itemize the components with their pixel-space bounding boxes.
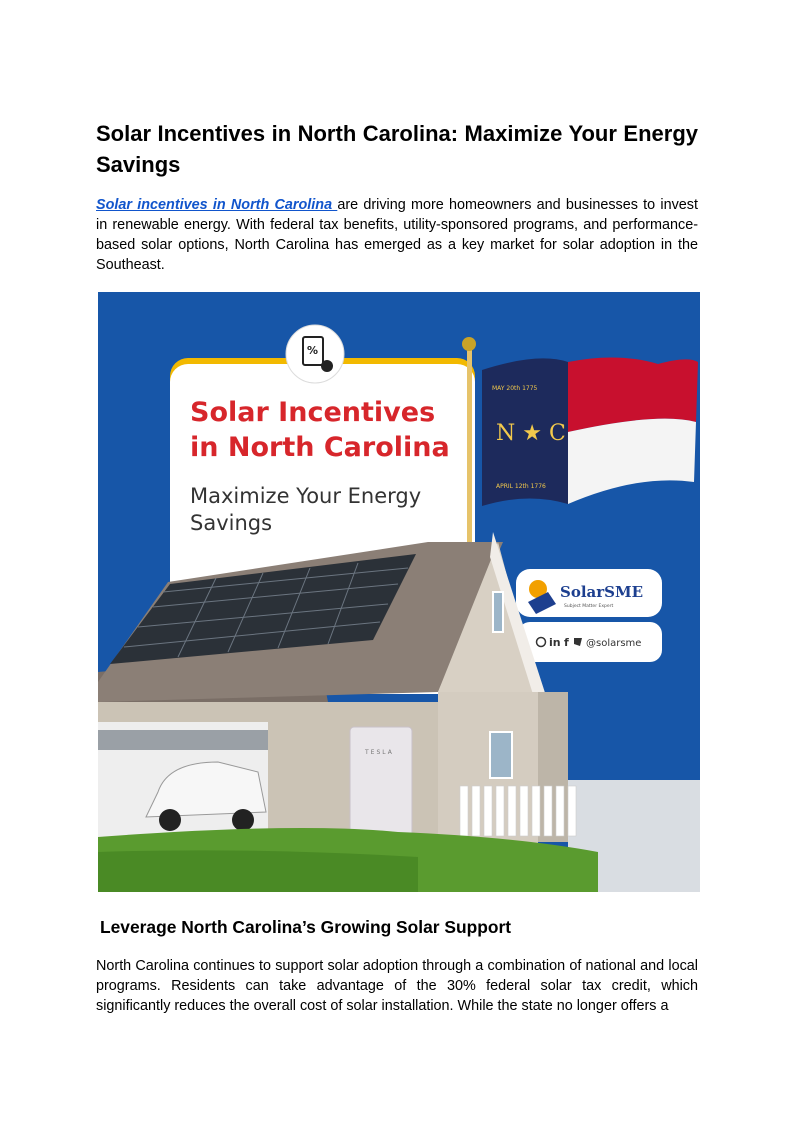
hero-heading-line2: in North Carolina (190, 432, 450, 463)
linkedin-icon[interactable]: in (549, 636, 561, 649)
hero-image (98, 292, 700, 892)
hero-heading-line1: Solar Incentives (190, 397, 436, 428)
hero-illustration (98, 292, 700, 892)
flag-date-top: MAY 20th 1775 (492, 385, 538, 392)
section-paragraph: North Carolina continues to support solar adoption through a combination of national and local programs. Residents can take advantage of the 30% federal solar tax credit, which significantly reduces the overall cost of solar installation. While the state no longer offers a (96, 958, 698, 1014)
flag-letters: N ★ C (496, 421, 566, 446)
brand-tagline: Subject Matter Expert (564, 604, 614, 609)
intro-paragraph (96, 195, 698, 275)
page-title: Solar Incentives in North Carolina: Maximize Your Energy Savings (96, 121, 698, 177)
hero-subheading-line2: Savings (190, 511, 273, 535)
hero-subheading-line1: Maximize Your Energy (190, 484, 422, 508)
brand-name: SolarSME (560, 583, 644, 601)
section-heading: Leverage North Carolina’s Growing Solar Support (100, 917, 511, 937)
svg-text:%: % (307, 344, 319, 357)
flag-date-bottom: APRIL 12th 1776 (496, 483, 546, 490)
intro-text: are driving more homeowners and businesses to invest in renewable energy. With federal tax benefits, utility-sponsored programs, and performance-based solar options, North Carolina has emerged as a key market for solar adoption in the Southeast. (96, 197, 698, 273)
social-handle: @solarsme (586, 638, 642, 649)
battery-brand: TESLA (365, 749, 394, 756)
solar-incentives-link[interactable]: Solar incentives in North Carolina (96, 197, 338, 213)
tesla-battery-icon (350, 727, 412, 837)
facebook-icon[interactable]: f (564, 636, 569, 649)
